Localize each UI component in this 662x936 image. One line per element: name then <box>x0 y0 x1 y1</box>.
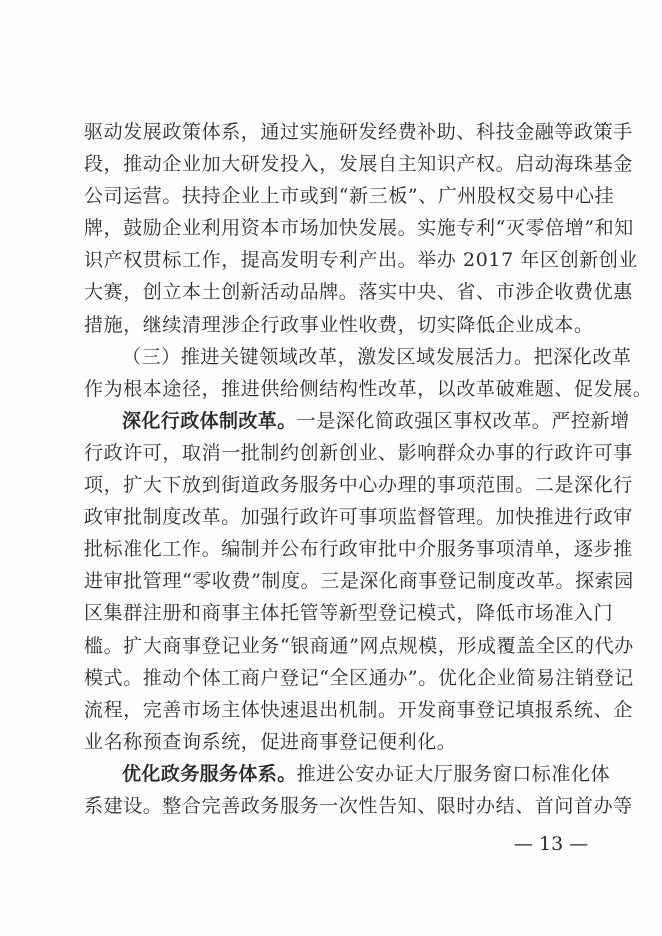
text-line: 政审批制度改革。加强行政许可事项监督管理。加快推进行政审 <box>84 506 633 528</box>
text-line: 措施，继续清理涉企行政事业性收费，切实降低企业成本。 <box>84 314 594 336</box>
text-line: 批标准化工作。编制并公布行政审批中介服务事项清单，逐步推 <box>84 538 633 560</box>
text-line: 公司运营。扶持企业上市或到“新三板”、广州股权交易中心挂 <box>84 185 615 207</box>
text-line: 作为根本途径，推进供给侧结构性改革，以改革破难题、促发展。 <box>84 378 653 400</box>
page-number: — 13 — <box>514 833 589 855</box>
text-line: （三）推进关键领域改革，激发区域发展活力。把深化改革 <box>122 346 632 368</box>
text-line: 业名称预查询系统，促进商事登记便利化。 <box>84 731 457 753</box>
text-line: 进审批管理“零收费”制度。三是深化商事登记制度改革。探索园 <box>84 570 634 592</box>
text-line: 行政许可，取消一批制约创新创业、影响群众办事的行政许可事 <box>84 442 633 464</box>
text-line: 槛。扩大商事登记业务“银商通”网点规模，形成覆盖全区的代办 <box>84 635 634 657</box>
text-line: 项，扩大下放到街道政务服务中心办理的事项范围。二是深化行 <box>84 474 633 496</box>
text-line: 深化行政体制改革。一是深化简政强区事权改革。严控新增 <box>122 410 630 432</box>
text-line: 系建设。整合完善政务服务一次性告知、限时办结、首问首办等 <box>84 795 633 817</box>
text-line: 牌，鼓励企业利用资本市场加快发展。实施专利“灭零倍增”和知 <box>84 217 634 239</box>
text-line: 驱动发展政策体系，通过实施研发经费补助、科技金融等政策手 <box>84 121 633 143</box>
text-line: 流程，完善市场主体快速退出机制。开发商事登记填报系统、企 <box>84 699 633 721</box>
section-heading: 优化政务服务体系。 <box>122 763 297 785</box>
text-line: 模式。推动个体工商户登记“全区通办”。优化企业简易注销登记 <box>84 667 634 689</box>
section-heading: 深化行政体制改革。 <box>122 410 297 432</box>
text-line: 识产权贯标工作，提高发明专利产出。举办 2017 年区创新创业 <box>84 249 639 271</box>
text-line: 大赛，创立本土创新活动品牌。落实中央、省、市涉企收费优惠 <box>84 281 633 303</box>
text-line: 优化政务服务体系。推进公安办证大厅服务窗口标准化体 <box>122 763 611 785</box>
text-line: 段，推动企业加大研发投入，发展自主知识产权。启动海珠基金 <box>84 153 633 175</box>
text-line: 区集群注册和商事主体托管等新型登记模式，降低市场准入门 <box>84 602 614 624</box>
